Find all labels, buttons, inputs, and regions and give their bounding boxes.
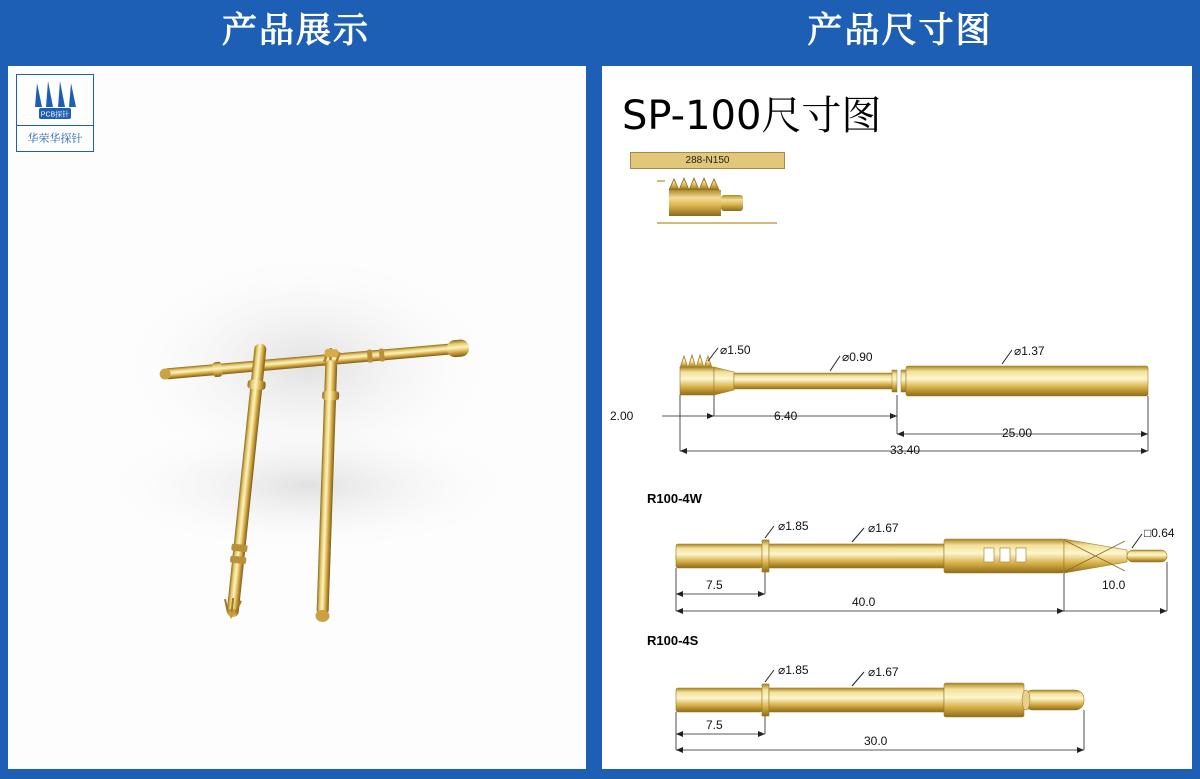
logo-company-name: 华荣华探针: [27, 133, 83, 145]
dim-sp100-d2: ⌀0.90: [842, 350, 873, 364]
dim-sp100-l1: 2.00: [610, 409, 634, 423]
dim-r100-4w-l3: 10.0: [1102, 578, 1126, 592]
logo: [16, 74, 94, 152]
dim-sp100-l3: 25.00: [1002, 426, 1033, 440]
dimension-drawing-area: [602, 66, 1192, 769]
dim-r100-4w-d2: ⌀1.67: [868, 521, 899, 535]
panel-product-dimension: [600, 0, 1200, 779]
photo-stage: [8, 66, 586, 769]
dim-r100-4w-d3: □0.64: [1144, 526, 1175, 540]
series-label-r100-4w: R100-4W: [647, 491, 702, 506]
dim-r100-4w-d1: ⌀1.85: [778, 519, 809, 533]
crown-logo-icon: [17, 75, 93, 126]
dim-r100-4s-d1: ⌀1.85: [778, 663, 809, 677]
dim-r100-4s-l2: 30.0: [864, 734, 888, 748]
dim-r100-4w-l1: 7.5: [706, 578, 723, 592]
series-label-r100-4s: R100-4S: [647, 633, 699, 648]
panel-product-display: [0, 0, 592, 779]
dim-sp100-l4: 33.40: [890, 443, 921, 457]
svg-text:PCB探针: PCB探针: [40, 111, 70, 119]
drawing-title: SP-100尺寸图: [622, 93, 882, 139]
crown-tip-detail: [657, 176, 777, 226]
probe-photo-illustration: [8, 66, 586, 766]
panel-title-product-dimension: 产品尺寸图: [807, 11, 993, 50]
part-number-badge: 288-N150: [630, 152, 785, 169]
panel-title-product-display: 产品展示: [221, 11, 370, 50]
dim-sp100-l2: 6.40: [774, 409, 798, 423]
figure-sp100: [602, 256, 1192, 461]
dim-r100-4s-l1: 7.5: [706, 718, 723, 732]
product-photo-area: [8, 66, 586, 769]
dim-r100-4s-d2: ⌀1.67: [868, 665, 899, 679]
dim-r100-4w-l2: 40.0: [852, 595, 876, 609]
dim-sp100-d1: ⌀1.50: [720, 343, 751, 357]
dim-sp100-d3: ⌀1.37: [1014, 344, 1045, 358]
